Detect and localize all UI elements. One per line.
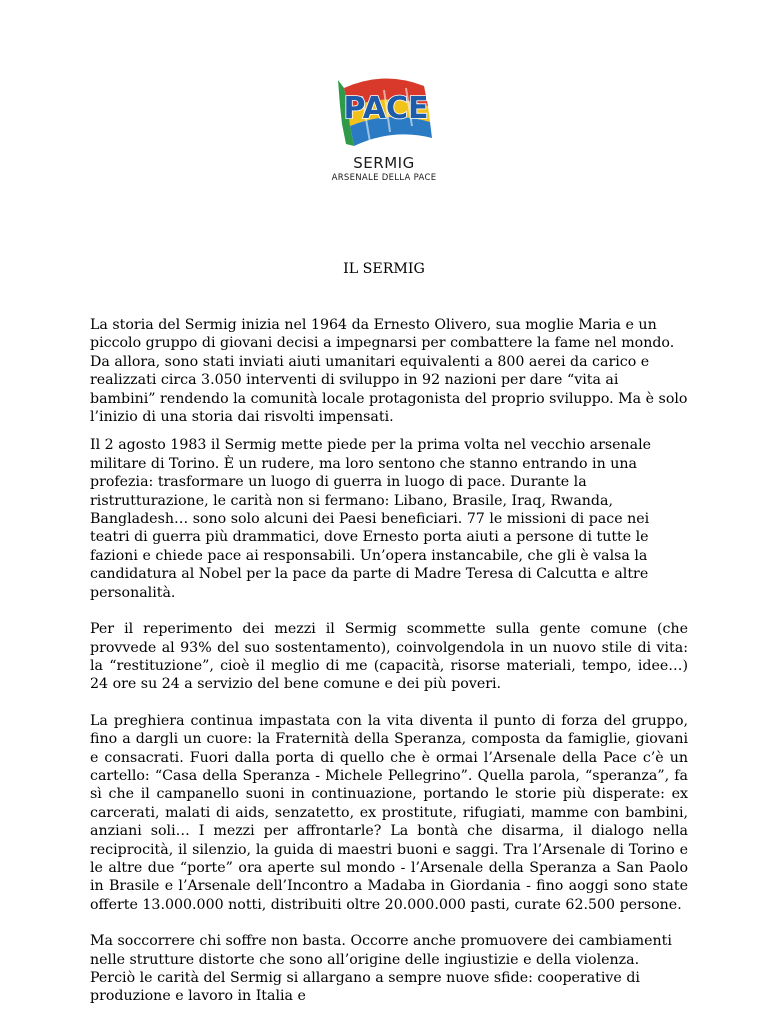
paragraph-2: Il 2 agosto 1983 il Sermig mette piede per la prima volta nel vecchio arsenale militare di Torino. È un rudere, ma loro sentono che stanno entrando in una profezia: trasformare un luogo di guerra in luogo di pace. Durante la ristrutturazione, le carità non si fermano: Libano, Brasile, Iraq, Rwanda, Bangladesh… sono solo alcuni dei Paesi beneficiari. 77 le missioni di pace nei teatri di guerra più drammatici, dove Ernesto porta aiuti a persone di tutte le fazioni e chiede pace ai responsabili. Un’opera instancabile, che gli è valsa la candidatura al Nobel per la pace da parte di Madre Teresa di Calcutta e altre personalità.	[90, 437, 652, 601]
paragraph-3: Per il reperimento dei mezzi il Sermig scommette sulla gente comune (che provvede al 93% del suo sostentamento), coinvolgendola in un nuovo stile di vita: la “restituzione”, cioè il meglio di me (capacità, risorse materiali, tempo, idee…) 24 ore su 24 a servizio del bene comune e dei più poveri.	[90, 621, 688, 693]
logo-name: SERMIG	[353, 154, 415, 172]
document-title: IL SERMIG	[343, 261, 425, 277]
sermig-logo	[300, 66, 468, 192]
pace-flag-logo	[300, 66, 468, 156]
paragraph-4: La preghiera continua impastata con la vita diventa il punto di forza del gruppo, fino a dargli un cuore: la Fraternità della Speranza, composta da famiglie, giovani e consacrati. Fuori dalla porta di quello che è ormai l’Arsenale della Pace c’è un cartello: “Casa della Speranza - Michele Pellegrino”. Quella parola, “speranza”, fa sì che il campanello suoni in continuazione, portando le storie più disperate: ex carcerati, malati di aids, senzatetto, ex prostitute, rifugiati, mamme con bambini, anziani soli… I mezzi per affrontarle? La bontà che disarma, il dialogo nella reciprocità, il silenzio, la guida di maestri buoni e saggi. Tra l’Arsenale di Torino e le altre due “porte” ora aperte sul mondo - l’Arsenale della Speranza a San Paolo in Brasile e l’Arsenale dell’Incontro a Madaba in Giordania - fino aoggi sono state offerte 13.000.000 notti, distribuiti oltre 20.000.000 pasti, curate 62.500 persone.	[90, 712, 688, 913]
paragraph-1: La storia del Sermig inizia nel 1964 da Ernesto Olivero, sua moglie Maria e un piccolo gruppo di giovani decisi a impegnarsi per combattere la fame nel mondo. Da allora, sono stati inviati aiuti umanitari equivalenti a 800 aerei da carico e realizzati circa 3.050 interventi di sviluppo in 92 nazioni per dare “vita ai bambini” rendendo la comunità locale protagonista del proprio sviluppo. Ma è solo l’inizio di una storia dai risvolti impensati.	[90, 317, 688, 426]
paragraph-5: Ma soccorrere chi soffre non basta. Occorre anche promuovere dei cambiamenti nelle strutture distorte che sono all’origine delle ingiustizie e della violenza. Perciò le carità del Sermig si allargano a sempre nuove sfide: cooperative di produzione e lavoro in Italia e	[90, 933, 672, 1005]
logo-subtitle: ARSENALE DELLA PACE	[331, 173, 437, 183]
document-body	[90, 316, 688, 1016]
logo-badge-text: PACE	[343, 91, 429, 126]
